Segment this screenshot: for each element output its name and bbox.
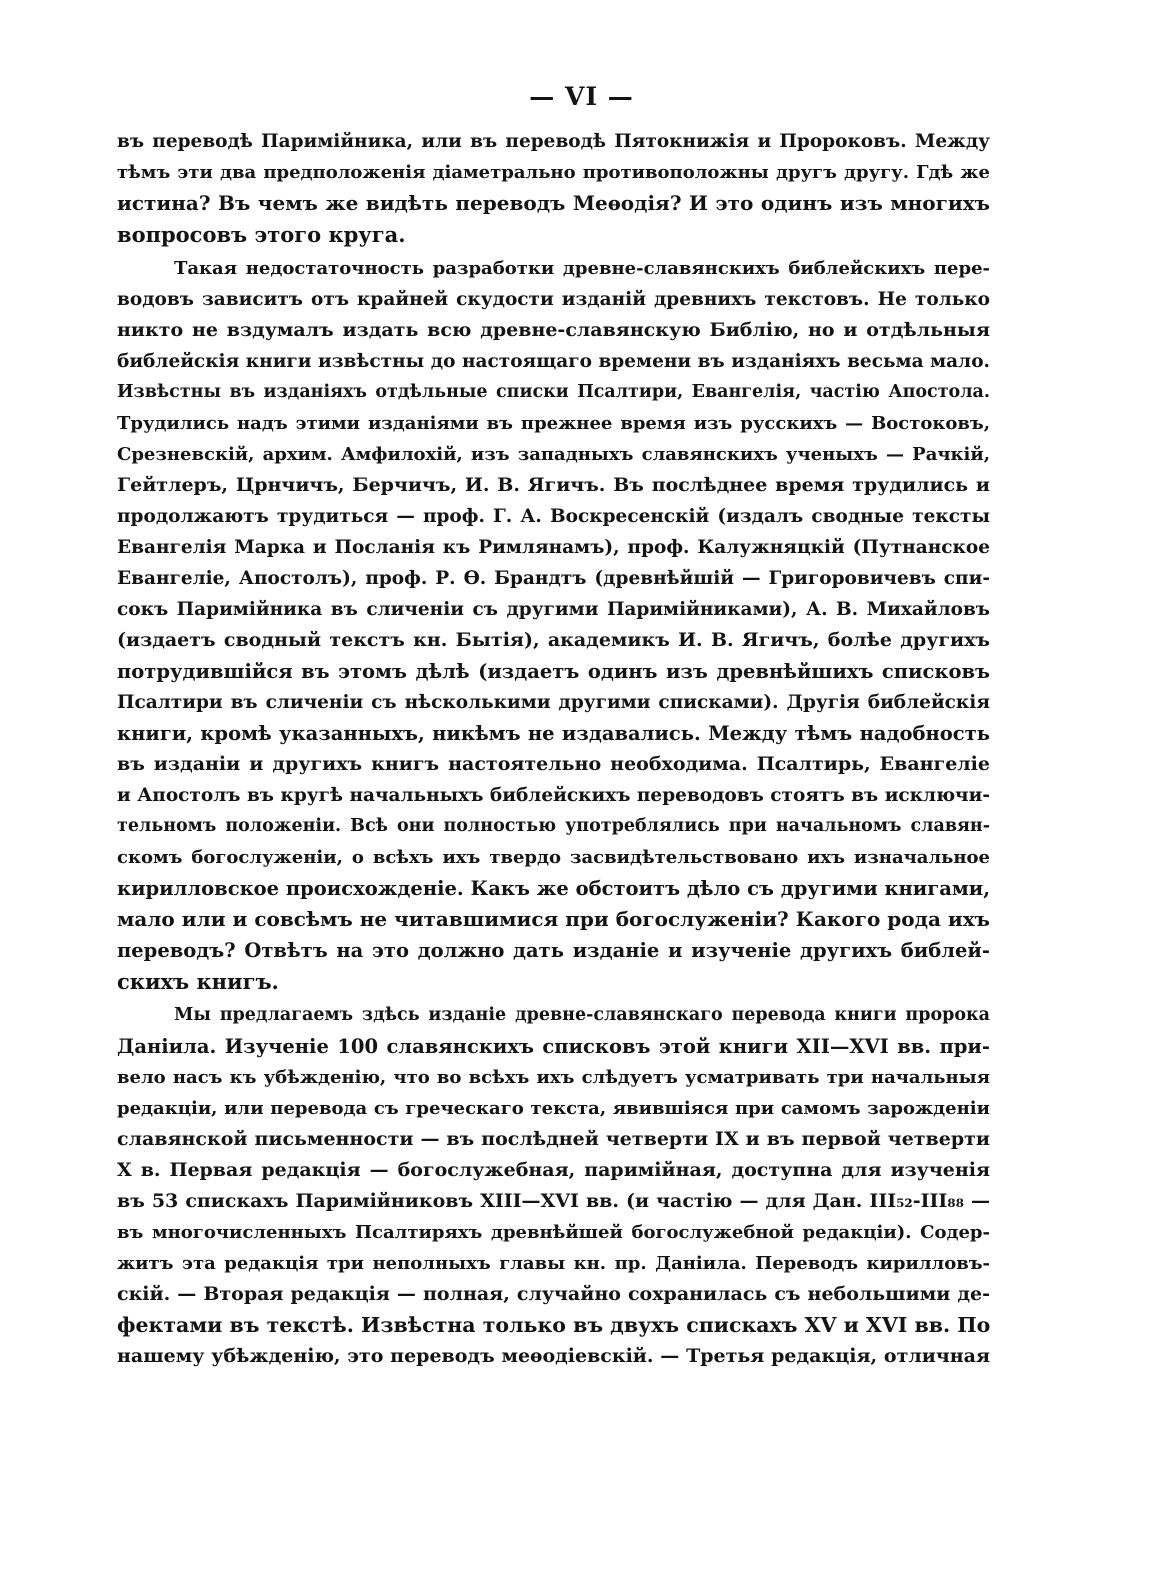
text-line: Срезневскій, архим. Амфилохій, изъ западныхъ славянскихъ ученыхъ — Рачкій, (117, 444, 990, 465)
text-line: книги, кромѣ указанныхъ, никѣмъ не издавались. Между тѣмъ надобность (117, 722, 990, 745)
text-line: потрудившійся въ этомъ дѣлѣ (издаетъ одинъ изъ древнѣйшихъ списковъ (117, 660, 990, 683)
text-line: въ переводѣ Паримійника, или въ переводѣ Пятокнижія и Пророковъ. Между (117, 131, 990, 152)
body-text (117, 126, 990, 1372)
paragraph (117, 1000, 990, 1372)
text-line: славянской письменности — въ послѣдней четверти IX и въ первой четверти (117, 1128, 990, 1150)
text-line: въ 53 спискахъ Паримійниковъ XIII—XVI вв. (и частію — для Дан. III₅₂-III₈₈ — (117, 1190, 990, 1212)
text-line: X в. Первая редакція — богослужебная, паримійная, доступна для изученія (117, 1159, 990, 1181)
paragraph (117, 126, 990, 250)
text-line: переводъ? Отвѣтъ на это должно дать изданіе и изученіе другихъ библей- (117, 939, 990, 962)
text-line: Даніила. Изученіе 100 славянскихъ списковъ этой книги XII—XVI вв. при- (117, 1035, 990, 1058)
text-line: житъ эта редакція три неполныхъ главы кн. пр. Даніила. Переводъ кирилловъ- (117, 1253, 990, 1274)
text-line: въ многочисленныхъ Псалтиряхъ древнѣйшей богослужебной редакціи). Содер- (117, 1222, 990, 1243)
text-line: и Апостолъ въ кругѣ начальныхъ библейскихъ переводовъ стоятъ въ исключи- (117, 785, 990, 806)
text-line: скихъ книгъ. (117, 969, 279, 994)
text-line: скомъ богослуженіи, о всѣхъ ихъ твердо засвидѣтельствовано ихъ изначальное (117, 847, 990, 868)
text-line: Евангелія Марка и Посланія къ Римлянамъ), проф. Калужняцкій (Путнанское (117, 537, 990, 558)
text-line: истина? Въ чемъ же видѣть переводъ Меѳодія? И это одинъ изъ многихъ (117, 191, 990, 215)
text-line: Извѣстны въ изданіяхъ отдѣльные списки Псалтири, Евангелія, частію Апостола. (117, 382, 990, 402)
text-line: въ изданіи и другихъ книгъ настоятельно необходима. Псалтирь, Евангеліе (117, 753, 990, 775)
text-line: вопросовъ этого круга. (117, 222, 406, 247)
text-line: продолжаютъ трудиться — проф. Г. А. Воскресенскій (издалъ сводные тексты (117, 506, 990, 527)
text-line: никто не вздумалъ издать всю древне-славянскую Библію, но и отдѣльныя (117, 319, 990, 341)
text-line: Гейтлеръ, Црнчичъ, Берчичъ, И. В. Ягичъ. Въ послѣднее время трудились и (117, 474, 990, 496)
text-line: кирилловское происхожденіе. Какъ же обстоитъ дѣло съ другими книгами, (117, 877, 990, 900)
text-line: вело насъ къ убѣжденію, что во всѣхъ ихъ слѣдуетъ усматривать три начальныя (117, 1067, 990, 1088)
page-number: — VI — (529, 82, 634, 111)
text-line: Мы предлагаемъ здѣсь изданіе древне-славянскаго перевода книги пророка (174, 1005, 990, 1025)
text-line: библейскія книги извѣстны до настоящаго времени въ изданіяхъ весьма мало. (117, 351, 990, 372)
text-line: скій. — Вторая редакція — полная, случайно сохранилась съ небольшими де- (117, 1283, 990, 1305)
text-line: сокъ Паримійника въ сличеніи съ другими Паримійниками), А. В. Михайловъ (117, 599, 990, 620)
text-line: редакціи, или перевода съ греческаго текста, явившіяся при самомъ зарожденіи (117, 1098, 990, 1119)
text-line: Евангеліе, Апостолъ), проф. Р. Ѳ. Брандтъ (древнѣйшій — Григоровичевъ спи- (117, 568, 990, 589)
text-line: Трудились надъ этими изданіями въ прежнее время изъ русскихъ — Востоковъ, (117, 413, 990, 434)
text-line: мало или и совсѣмъ не читавшимися при богослуженіи? Какого рода ихъ (117, 907, 990, 931)
text-line: фектами въ текстѣ. Извѣстна только въ двухъ спискахъ XV и XVI вв. По (117, 1313, 990, 1337)
text-line: тельномъ положеніи. Всѣ они полностью употреблялись при начальномъ славян- (117, 816, 990, 836)
text-line: Псалтири въ сличеніи съ нѣсколькими другими списками). Другія библейскія (117, 692, 990, 713)
text-line: Такая недостаточность разработки древне-славянскихъ библейскихъ пере- (174, 258, 990, 279)
text-line: тѣмъ эти два предположенія діаметрально противоположны другъ другу. Гдѣ же (117, 162, 990, 183)
text-line: (издаетъ сводный текстъ кн. Бытія), академикъ И. В. Ягичъ, болѣе другихъ (117, 629, 990, 651)
paragraph (117, 253, 990, 997)
text-line: водовъ зависитъ отъ крайней скудости изданій древнихъ текстовъ. Не только (117, 289, 990, 310)
text-line: нашему убѣжденію, это переводъ меѳодіевскій. — Третья редакція, отличная (117, 1345, 990, 1367)
